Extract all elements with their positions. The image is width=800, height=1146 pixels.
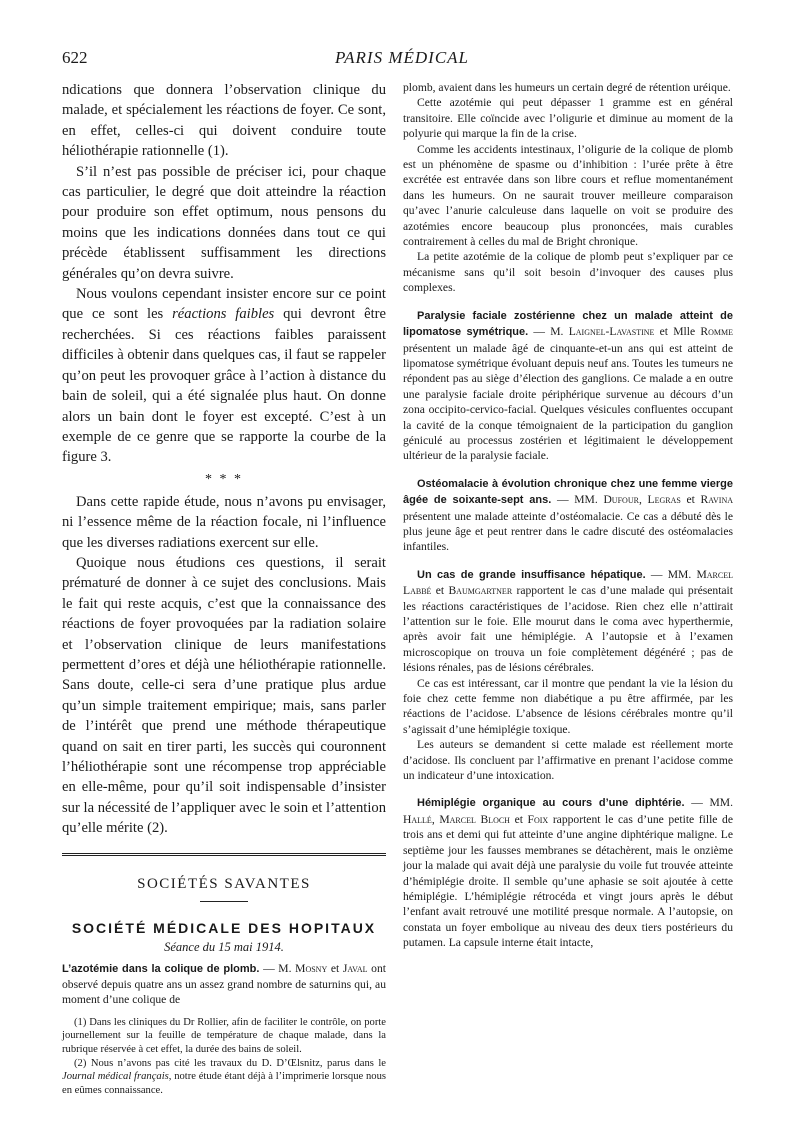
paragraph: S’il n’est pas possible de préciser ici, pour chaque cas particulier, le degré que doit atteindre la réaction pour produire son effet optimum, nous pensons du moins que les indications données dans tout ce qui précède établissent suffisamment les directions générales qu’on devra suivre. [62,163,386,282]
text-run: et [431,584,449,598]
page-header [62,48,742,72]
report-paragraph [62,961,386,1008]
text-run: , [638,493,648,507]
report-paragraph [403,795,733,950]
author-name: Baumgartner [448,584,513,598]
text-run: — MM. [551,493,604,507]
author-name: Romme [700,325,733,339]
report-paragraph [403,308,733,464]
paragraph: Comme les accidents intestinaux, l’oligurie de la colique de plomb est un phénomène de spasme ou d’inhibition : l’urée prête à être excrétée est entravée dans son libre cours et reflue momentanément dans les humeurs. On ne saurait trouver meilleure comparaison qu’avec l’anurie calculeuse dans laquelle on voit se produire des azotémies encore beaucoup plus prononcées, mais curables contrairement à celles du mal de Bright chronique. [403,142,733,249]
report-heading: Ostéomalacie à évolution chronique chez une femme vierge âgée de soixante-sept ans. [403,477,733,507]
emphasis: réactions faibles [172,306,275,323]
author-name: Legras [647,493,681,507]
paragraph: Cette azotémie qui peut dépasser 1 gramme est en général transitoire. Elle coïncide avec l’oligurie et diminue au moment de la polyurie qui marque la fin de la crise. [403,96,733,141]
text-run: , [431,812,440,826]
text-run: Nous voulons cependant insister encore sur ce point que ce sont les [62,286,386,323]
left-column [62,80,386,1097]
author-name: Hallé [403,812,432,826]
text-run: , notre étude étant déjà à l’imprimerie lorsque nous en eûmes connaissance. [62,1071,386,1096]
section-divider [62,853,386,856]
right-column [403,80,733,951]
author-name: Dufour [603,493,639,507]
paragraph: ndications que donnera l’observation clinique du malade, et spécialement les réactions de foyer. Ce sont, en effet, celles-ci qui doivent conduire toute héliothérapie rationnelle (1). [62,82,386,160]
text-run: rapportent le cas d’une petite fille de trois ans et demi qui fut atteinte d’une angine diphtérique maligne. Le septième jour les fausses membranes se détachèrent, mais le onzième jour la malade qui avait déjà une paralysie du voile fut trouvée atteinte d’hémiplégie droite. Il semble qu’une aphasie se soit ajoutée à cette hémiplégie. L’hémiplégie rétrocéda et vingt jours après le début l’enfant avait retrouvé une motilité presque normale. A l’autopsie, on constata un foyer embolique au niveau des deux tiers postérieurs du putamen. La capsule interne était intacte, [403,812,733,950]
journal-title: PARIS MÉDICAL [334,48,470,67]
paragraph: Ce cas est intéressant, car il montre que pendant la vie la lésion du foie chez cette femme non diabétique a pu être affirmée, par les réactions de l’acidose. L’absence de lésions cérébrales montre qu’il s’agissait d’une hémiplégie toxique. [403,676,733,736]
session-date: Séance du 15 mai 1914. [164,939,284,954]
text-run: ont observé depuis quatre ans un assez grand nombre de saturnins qui, au moment d’une colique de [62,961,386,1007]
asterism: * * * [205,471,243,487]
paragraph: Quoique nous étudions ces questions, il serait prématuré de donner à ce sujet des conclusions. Mais le fait qui reste acquis, c’est que la connaissance des réactions de foyer provoquées par la radiation solaire et l’observation clinique de leurs manifestations permettent d’ores et déjà une héliothérapie rationnelle. Sans doute, celle-ci sera d’une pratique plus ardue qu’un simple traitement empirique; mais, sans parler de l’intérêt que prend une méthode thérapeutique quand on sait en tirer parti, les succès qui couronnent l’héliothérapie sont une récompense trop appréciable en elle-même, pour qu’il soit indispensable d’insister sur la nécessité de l’appliquer avec le soin et l’attention qu’elle mérite (2). [62,554,386,837]
text-run: présentent un malade âgé de cinquante-et-un ans qui est atteint de lipomatose symétrique évoluant depuis neuf ans. Toutes les tumeurs ne répondent pas au siège d’élection des ganglions. Ce malade a en outre une paralysie faciale droite périphérique survenue au décours d’un zona occipito-cervico-facial. Quelques vésicules confluentes occupant la cavité de la conque témoignaient de la participation du ganglion géniculé au processus zostérien et légitimaient le développement ultérieur de la paralysie faciale. [403,341,733,463]
text-run: (2) Nous n’avons pas cité les travaux du D. D’Œlsnitz, parus dans le [74,1057,386,1069]
report-heading: Paralysie faciale zostérienne chez un malade atteint de lipomatose symétrique. [403,309,733,339]
text-run: — M. [259,961,296,975]
author-name: Marcel Labbé [403,567,733,598]
text-run: et [509,812,528,826]
text-run: rapportent le cas d’une malade qui présentait les réactions caractéristiques de l’acidose. Rien chez elle n’attirait l’attention sur le foie. Elle mourut dans le coma avec hyperthermie, après avoir fait une hémiplégie. A l’autopsie et à l’examen microscopique on trouva un foie complètement dégénéré ; pas de lésions rénales, pas de lésions cérébrales. [403,584,734,675]
text-run: — MM. [684,796,733,810]
author-name: Ravina [700,493,734,507]
title-underline [200,901,248,902]
society-title: SOCIÉTÉ MÉDICALE DES HOPITAUX [71,919,377,936]
report-heading: Un cas de grande insuffisance hépatique. [417,568,646,581]
text-run: qui devront être recherchées. Si ces réactions faibles paraissent difficiles à obtenir dans quelques cas, il faut se rappeler qu’on peut les provoquer grâce à l’action à distance du bain de soleil, qui a été signalée plus haut. On donne alors un bain dont le foyer est excepté. C’est à un exemple de ce genre que se rapporte la courbe de la figure 3. [62,306,386,466]
paragraph: Les auteurs se demandent si cette malade est réellement morte d’acidose. Ils concluent par l’affirmative en prenant l’acidose comme un indicateur d’une intoxication. [403,738,733,783]
report-heading: L’azotémie dans la colique de plomb. [62,962,260,975]
author-name: Laignel-Lavastine [568,325,655,339]
paragraph: plomb, avaient dans les humeurs un certain degré de rétention uréique. [403,81,731,94]
text-run: — MM. [645,567,697,581]
report-paragraph [403,476,733,555]
emphasis: Journal médical français [62,1071,169,1083]
section-title: SOCIÉTÉS SAVANTES [137,875,311,892]
paragraph [62,284,386,468]
text-run: présentent une malade atteinte d’ostéomalacie. Ce cas a débuté dès le plus jeune âge et peut rentrer dans le cadre discuté des ostéomalacies infantiles. [403,509,733,554]
text-run: — M. [528,325,569,339]
author-name: Foix [527,812,549,826]
author-name: Javal [342,961,368,975]
author-name: Marcel Bloch [439,812,510,826]
text-run: et [327,961,343,975]
paragraph: La petite azotémie de la colique de plomb peut s’expliquer par ce mécanisme sans qu’il soit besoin d’invoquer des causes plus complexes. [403,250,733,295]
author-name: Mosny [295,961,328,975]
footnote [62,1057,386,1098]
report-paragraph [403,567,733,676]
text-run: et [680,493,701,507]
paragraph: Dans cette rapide étude, nous n’avons pu envisager, ni l’essence même de la réaction focale, ni l’influence que les diverses radiations exercent sur elle. [62,493,386,551]
page-number: 622 [62,48,88,67]
footnote: (1) Dans les cliniques du Dr Rollier, afin de faciliter le contrôle, on porte journellement sur la feuille de température de chaque malade, dans la rubrique réservée à cet effet, la durée des bains de soleil. [62,1016,386,1056]
report-heading: Hémiplégie organique au cours d’une diphtérie. [417,797,685,810]
text-run: et Mlle [654,325,701,339]
